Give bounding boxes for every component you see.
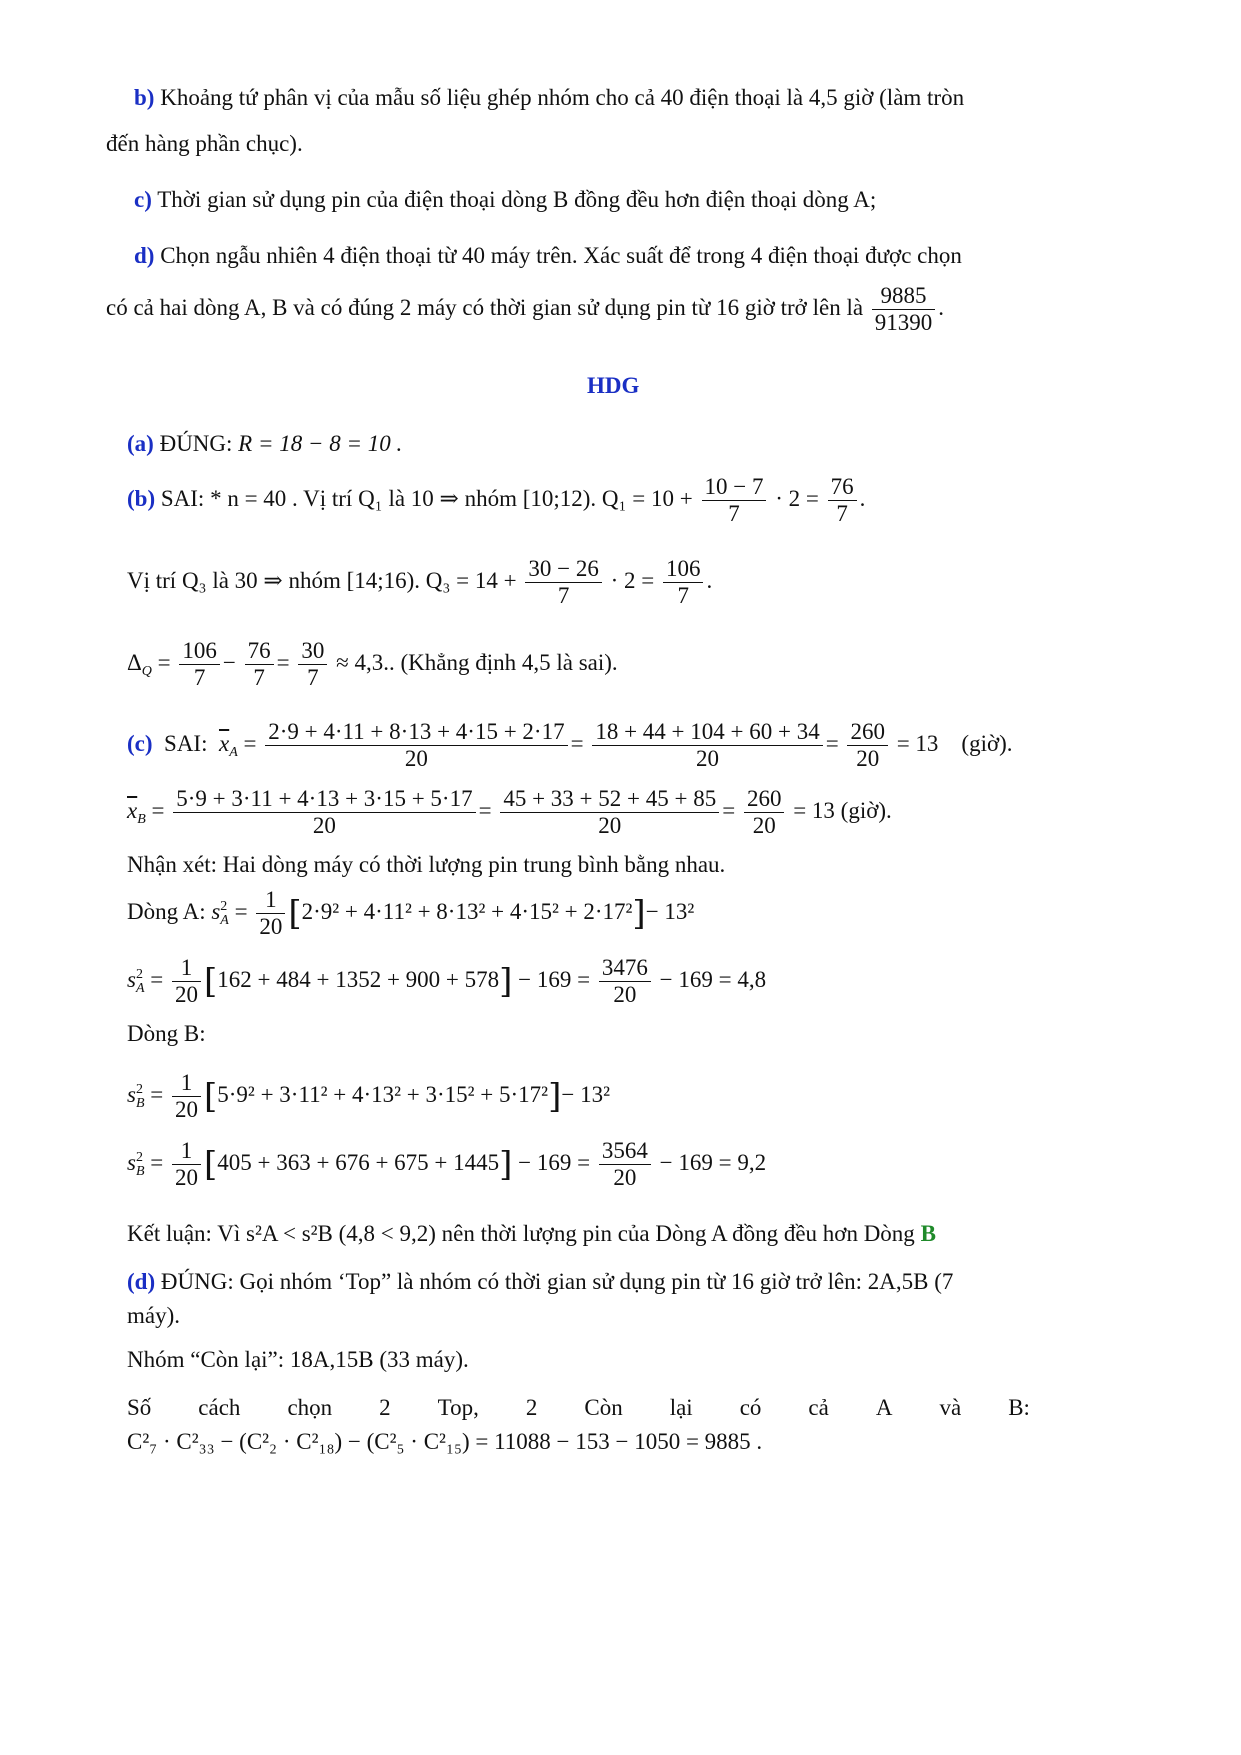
ways-word: cách [198,1395,241,1420]
answer-a-label: (a) [127,431,154,456]
variance-a2-fraction: $\frac{3476}{20}$ [599,955,651,1009]
variance-b2-inner: 405 + 363 + 676 + 675 + 1445 [217,1150,500,1176]
question-c-line [134,186,876,214]
q3-line: Vị trí Q₃ là 30 ⇒ nhóm [14;16). Q₃ = 14 + $\frac{30 - 26}{7}$ · 2 = $\frac{106}{7}$ . [127,556,713,609]
variance-a2-coef: $\frac{1}{20}$ [172,955,201,1009]
answer-c-verdict: SAI: [164,731,208,757]
answer-a-verdict: ĐÚNG: [159,431,233,456]
conclusion-emphasis: B [920,1221,936,1246]
dq-fraction-2: $\frac{76}{7}$ [245,638,274,692]
mean-a-symbol: $\overline{x}$ [218,731,230,757]
delta-subscript: Q [141,664,152,680]
variance-b-line-2: $s^2_B$ = $\frac{1}{20}$ [405 + 363 + 676 + 675 + 1445] − 169 = $\frac{3564}{20}$ − 169 = 9,2 [127,1138,767,1191]
q1-result-fraction: $\frac{76}{7}$ [828,474,857,528]
dq-tail: ≈ 4,3.. (Khẳng định 4,5 là sai). [336,650,618,676]
q3-text: Vị trí Q₃ là 30 ⇒ nhóm [14;16). Q₃ = 14 + [127,568,517,594]
mean-a-fraction-1: $\frac{2\cdot 9 + 4\cdot 11 + 8\cdot 13 + 4\cdot 15 + 2\cdot 17}{20}$ [265,719,567,773]
question-d-text-cont: có cả hai dòng A, B và có đúng 2 máy có thời gian sử dụng pin từ 16 giờ trở lên là [106,295,864,321]
conclusion-line [127,1220,936,1248]
variance-b2-mid: − 169 = [518,1150,591,1176]
variance-a-line-2: $s^2_A$ = $\frac{1}{20}$ [162 + 484 + 1352 + 900 + 578] − 169 = $\frac{3476}{20}$ − 169 = 4,8 [127,955,767,1008]
answer-a-line [127,430,402,458]
question-d-line-1 [134,242,962,270]
mean-b-fraction-3: $\frac{260}{20}$ [744,786,785,840]
variance-b-coef: $\frac{1}{20}$ [172,1070,201,1124]
answer-b-text: SAI: * n = 40 . Vị trí Q₁ là 10 ⇒ nhóm [10;12). Q₁ = 10 + [160,486,693,512]
rest-group-line: Nhóm “Còn lại”: 18A,15B (33 máy). [127,1347,469,1372]
question-b-label: b) [134,85,155,110]
question-d-text: Chọn ngẫu nhiên 4 điện thoại từ 40 máy trên. Xác suất để trong 4 điện thoại được chọn [160,243,962,268]
ways-word: Top, [437,1395,479,1420]
mean-a-fraction-3: $\frac{260}{20}$ [847,719,888,773]
answer-d-line-1 [127,1268,953,1296]
ways-word: 2 [379,1395,391,1420]
question-d-line-2: có cả hai dòng A, B và có đúng 2 máy có thời gian sử dụng pin từ 16 giờ trở lên là $\frac{9885}{91390}$ . [106,283,945,336]
ways-word: và [939,1395,962,1420]
mean-a-unit: (giờ). [961,731,1013,757]
probability-fraction: $\frac{9885}{91390}$ [872,283,936,337]
conclusion-text: Kết luận: Vì s²A < s²B (4,8 < 9,2) nên thời lượng pin của Dòng A đồng đều hơn Dòng [127,1221,915,1246]
ways-word: cả [808,1395,829,1420]
mean-b-line: $\overline{x}_B$ = $\frac{5\cdot 9 + 3\cdot 11 + 4\cdot 13 + 3\cdot 15 + 5\cdot 17}{20}$ = $\frac{45 + 33 + 52 + 45 + 85}{20}$ = $\frac{260}{20}$ = 13 (giờ). [127,786,892,839]
variance-a-tail: − 13² [645,899,695,925]
q1-fraction: $\frac{10 - 7}{7}$ [702,474,767,528]
mean-b-fraction-1: $\frac{5\cdot 9 + 3\cdot 11 + 4\cdot 13 + 3\cdot 15 + 5\cdot 17}{20}$ [173,786,475,840]
ways-word: Số [127,1395,152,1420]
answer-d-text: ĐÚNG: Gọi nhóm ‘Top” là nhóm có thời gian sử dụng pin từ 16 giờ trở lên: 2A,5B (7 [160,1269,954,1294]
question-c-text: Thời gian sử dụng pin của điện thoại dòng B đồng đều hơn điện thoại dòng A; [157,187,877,212]
answer-a-formula: R = 18 − 8 = 10 . [238,431,403,456]
mean-a-result: = 13 [896,731,939,757]
solution-heading: HDG [587,373,640,398]
question-b-line-2 [106,130,303,158]
ways-word: A [875,1395,893,1420]
ways-word: Còn [584,1395,623,1420]
dong-b-label: Dòng B: [127,1021,206,1046]
mean-b-symbol: $\overline{x}$ [127,798,138,824]
question-b-text: Khoảng tứ phân vị của mẫu số liệu ghép nhóm cho cả 40 điện thoại là 4,5 giờ (làm tròn [160,85,965,110]
dq-fraction-1: $\frac{106}{7}$ [179,638,220,692]
answer-c-mean-a-line: (c) SAI: $\overline{x}_A$ = $\frac{2\cdot 9 + 4\cdot 11 + 8\cdot 13 + 4\cdot 15 + 2\cdot 17}{20}$ = $\frac{18 + 44 + 104 + 60 + 34}{20}$ = $\frac{260}{20}$ = 13 (giờ). [127,719,1013,772]
ways-word: lại [669,1395,693,1420]
q1-mid: · 2 = [775,486,819,512]
dong-a-label: Dòng A: [127,899,206,925]
question-d-label: d) [134,243,155,268]
answer-c-label: (c) [127,731,153,757]
variance-a2-result: − 169 = 4,8 [659,967,767,993]
ways-word: chọn [287,1395,333,1420]
ways-text-line [127,1394,1030,1422]
variance-b-inner: 5·9² + 3·11² + 4·13² + 3·15² + 5·17² [217,1082,549,1108]
question-b-text-cont: đến hàng phần chục). [106,131,303,156]
variance-b2-result: − 169 = 9,2 [659,1150,767,1176]
delta-symbol: Δ [127,650,142,676]
variance-b-line-1: $s^2_B$ = $\frac{1}{20}$ [5·9² + 3·11² + 4·13² + 3·15² + 5·17²]− 13² [127,1070,610,1123]
variance-b2-fraction: $\frac{3564}{20}$ [599,1138,651,1192]
variance-a2-inner: 162 + 484 + 1352 + 900 + 578 [217,967,500,993]
mean-b-result: = 13 (giờ). [793,798,892,824]
ways-formula-line: C²₇ · C²₃₃ − (C²₂ · C²₁₈) − (C²₅ · C²₁₅) = 11088 − 153 − 1050 = 9885 . [127,1429,763,1454]
variance-b2-coef: $\frac{1}{20}$ [172,1138,201,1192]
ways-word: 2 [525,1395,538,1420]
q3-mid: · 2 = [610,568,655,594]
variance-a-inner: 2·9² + 4·11² + 8·13² + 4·15² + 2·17² [301,899,633,925]
variance-b-tail: − 13² [561,1082,610,1108]
dq-fraction-3: $\frac{30}{7}$ [298,638,327,692]
answer-d-line-2: máy). [127,1303,181,1328]
ways-word: có [739,1395,762,1420]
variance-a2-mid: − 169 = [518,967,591,993]
remark-line: Nhận xét: Hai dòng máy có thời lượng pin trung bình bằng nhau. [127,852,726,877]
variance-a-line-1: Dòng A: $s^2_A$ = $\frac{1}{20}$ [2·9² + 4·11² + 8·13² + 4·15² + 2·17²]− 13² [127,887,695,940]
q3-result-fraction: $\frac{106}{7}$ [663,556,704,610]
mean-b-fraction-2: $\frac{45 + 33 + 52 + 45 + 85}{20}$ [500,786,719,840]
variance-a-coef: $\frac{1}{20}$ [256,887,285,941]
delta-q-line: $\Delta_Q$ = $\frac{106}{7}$ − $\frac{76}{7}$ = $\frac{30}{7}$ ≈ 4,3.. (Khẳng định 4,5 là sai). [127,638,618,691]
answer-d-label: (d) [127,1269,156,1294]
question-c-label: c) [134,187,152,212]
q3-fraction: $\frac{30 - 26}{7}$ [525,556,601,610]
ways-word: B: [1008,1395,1030,1420]
answer-b-line: (b) SAI: * n = 40 . Vị trí Q₁ là 10 ⇒ nhóm [10;12). Q₁ = 10 + $\frac{10 - 7}{7}$ · 2 = $\frac{76}{7}$ . [127,474,866,527]
question-b-line-1 [134,84,964,112]
answer-b-label: (b) [127,486,156,512]
mean-a-fraction-2: $\frac{18 + 44 + 104 + 60 + 34}{20}$ [592,719,822,773]
